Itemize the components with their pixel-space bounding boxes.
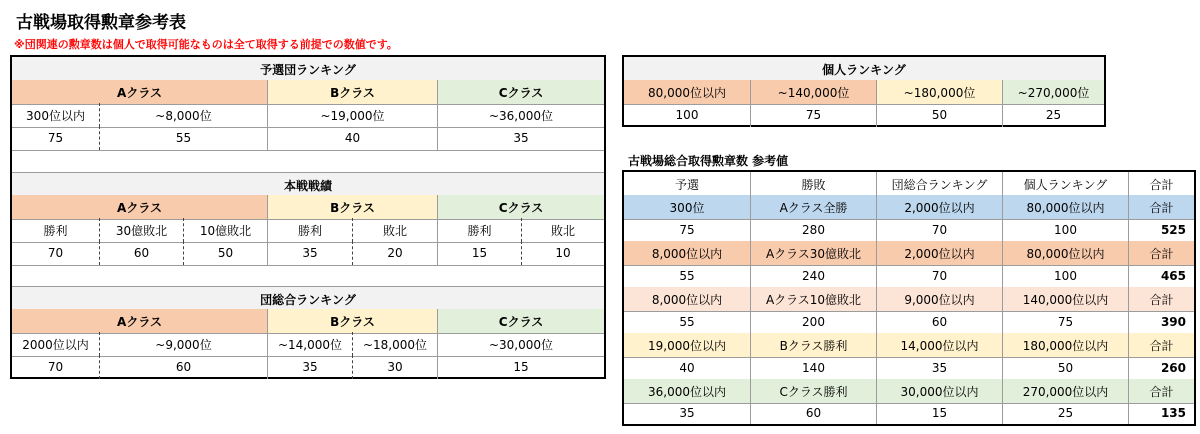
- honsen-result: 10億敗北: [183, 218, 267, 242]
- kojin-header: 個人ランキング: [822, 62, 906, 77]
- summary-label-row: [624, 241, 1194, 266]
- yosen-value: 35: [437, 126, 604, 150]
- summary-label: 30,000位以内: [876, 379, 1002, 403]
- summary-label-row: [624, 195, 1194, 220]
- yosen-rank: ~8,000位: [99, 103, 267, 127]
- summary-header: 予選: [674, 177, 699, 192]
- summary-title: 古戦場総合取得勲章数 参考値: [628, 154, 789, 168]
- kojin-rank-row: [624, 80, 1104, 105]
- summary-value: 35: [876, 356, 1002, 380]
- dansogo-value: 35: [267, 355, 352, 379]
- summary-label: 合計: [1128, 195, 1194, 219]
- summary-value: 200: [750, 310, 876, 334]
- yosen-value: 75: [47, 131, 64, 145]
- summary-label: 19,000位以内: [648, 338, 726, 353]
- honsen-result: 勝利: [437, 218, 521, 242]
- kojin-value: 50: [876, 103, 1002, 127]
- summary-label: 300位: [669, 200, 705, 215]
- yosen-value: 40: [267, 126, 437, 150]
- summary-label: 8,000位以内: [651, 292, 723, 307]
- yosen-rank: ~36,000位: [437, 103, 604, 127]
- dansogo-value: 60: [99, 355, 267, 379]
- honsen-value: 10: [521, 241, 604, 265]
- kojin-rank: ~270,000位: [1002, 80, 1104, 104]
- yosen-rank-row: [12, 103, 604, 128]
- yosen-value-row: [12, 126, 604, 151]
- dansogo-class-b: Bクラス: [267, 309, 437, 333]
- summary-label-row: [624, 379, 1194, 404]
- summary-total: 260: [1128, 356, 1194, 380]
- yosen-header-row: [12, 57, 604, 82]
- yosen-class-a: Aクラス: [12, 80, 267, 104]
- summary-label: Aクラス全勝: [750, 195, 876, 219]
- summary-value: 55: [679, 269, 695, 283]
- summary-value: 75: [1002, 310, 1128, 334]
- dansogo-class-a: Aクラス: [12, 309, 267, 333]
- summary-value: 60: [876, 310, 1002, 334]
- summary-value: 25: [1002, 402, 1128, 424]
- summary-total: 390: [1128, 310, 1194, 334]
- dansogo-rank: ~9,000位: [99, 332, 267, 356]
- summary-total: 465: [1128, 264, 1194, 288]
- summary-label: 80,000位以内: [1002, 241, 1128, 265]
- note-text: ※団関連の勲章数は個人で取得可能なものは全て取得する前提での数値です。: [14, 38, 398, 51]
- summary-value: 35: [679, 406, 695, 420]
- honsen-result: 勝利: [43, 223, 68, 238]
- dansogo-rank: ~14,000位: [267, 332, 352, 356]
- honsen-value: 70: [47, 246, 64, 260]
- honsen-value: 50: [183, 241, 267, 265]
- summary-label: 14,000位以内: [876, 333, 1002, 357]
- dansogo-value-row: [12, 355, 604, 379]
- summary-value: 240: [750, 264, 876, 288]
- honsen-result-row: [12, 218, 604, 243]
- summary-value-row: [624, 402, 1194, 424]
- kojin-value: 25: [1002, 103, 1104, 127]
- summary-label: 2,000位以内: [876, 195, 1002, 219]
- kojin-value-row: [624, 103, 1104, 127]
- dansogo-rank: 2000位以内: [22, 337, 89, 352]
- honsen-class-b: Bクラス: [267, 195, 437, 219]
- honsen-value: 60: [99, 241, 183, 265]
- honsen-value: 20: [352, 241, 437, 265]
- kojin-rank: 80,000位以内: [624, 80, 750, 104]
- summary-value-row: [624, 356, 1194, 381]
- dansogo-value: 70: [47, 360, 64, 374]
- summary-header: 勝敗: [750, 172, 876, 196]
- summary-label-row: [624, 287, 1194, 312]
- summary-label: 36,000位以内: [648, 384, 726, 399]
- summary-label: 合計: [1128, 333, 1194, 357]
- summary-value: 50: [1002, 356, 1128, 380]
- dansogo-rank-row: [12, 332, 604, 357]
- summary-label-row: [624, 333, 1194, 358]
- summary-label: 2,000位以内: [876, 241, 1002, 265]
- kojin-rank: ~180,000位: [876, 80, 1002, 104]
- honsen-result: 敗北: [352, 218, 437, 242]
- summary-label: 合計: [1128, 287, 1194, 311]
- summary-label: Aクラス30億敗北: [750, 241, 876, 265]
- summary-label: Cクラス勝利: [750, 379, 876, 403]
- honsen-result: 30億敗北: [99, 218, 183, 242]
- dansogo-value: 15: [437, 355, 604, 379]
- summary-value-row: [624, 310, 1194, 335]
- honsen-class-c: Cクラス: [437, 195, 604, 219]
- honsen-result: 勝利: [267, 218, 352, 242]
- honsen-header: 本戦戦績: [283, 178, 332, 193]
- yosen-class-c: Cクラス: [437, 80, 604, 104]
- yosen-header: 予選団ランキング: [260, 62, 356, 77]
- summary-total: 525: [1128, 218, 1194, 242]
- yosen-rank: ~19,000位: [267, 103, 437, 127]
- summary-label: Bクラス勝利: [750, 333, 876, 357]
- honsen-class-row: [12, 195, 604, 220]
- honsen-value: 15: [437, 241, 521, 265]
- summary-value: 100: [1002, 218, 1128, 242]
- summary-value-row: [624, 218, 1194, 243]
- honsen-value: 35: [267, 241, 352, 265]
- summary-label: 180,000位以内: [1002, 333, 1128, 357]
- honsen-value-row: [12, 241, 604, 266]
- summary-value: 60: [750, 402, 876, 424]
- summary-total: 135: [1128, 402, 1194, 424]
- summary-header: 個人ランキング: [1002, 172, 1128, 196]
- summary-value: 100: [1002, 264, 1128, 288]
- dansogo-rank: ~30,000位: [437, 332, 604, 356]
- dansogo-header: 団総合ランキング: [260, 292, 356, 307]
- yosen-class-row: [12, 80, 604, 105]
- summary-value: 140: [750, 356, 876, 380]
- summary-label: 270,000位以内: [1002, 379, 1128, 403]
- summary-value: 70: [876, 218, 1002, 242]
- kojin-box: [622, 55, 1106, 127]
- summary-label: Aクラス10億敗北: [750, 287, 876, 311]
- summary-label: 合計: [1128, 379, 1194, 403]
- left-tables-box: [10, 55, 606, 379]
- summary-label: 合計: [1128, 241, 1194, 265]
- summary-value: 55: [679, 315, 695, 329]
- summary-value: 40: [679, 361, 695, 375]
- summary-header: 合計: [1128, 172, 1194, 196]
- summary-header-row: [624, 172, 1194, 197]
- honsen-class-a: Aクラス: [12, 195, 267, 219]
- summary-value: 280: [750, 218, 876, 242]
- dansogo-class-row: [12, 309, 604, 334]
- dansogo-rank: ~18,000位: [352, 332, 437, 356]
- kojin-rank: ~140,000位: [750, 80, 876, 104]
- summary-label: 80,000位以内: [1002, 195, 1128, 219]
- summary-label: 8,000位以内: [651, 246, 723, 261]
- kojin-value: 75: [750, 103, 876, 127]
- page-title: 古戦場取得勲章参考表: [16, 13, 186, 33]
- dansogo-class-c: Cクラス: [437, 309, 604, 333]
- honsen-result: 敗北: [521, 218, 604, 242]
- summary-label: 9,000位以内: [876, 287, 1002, 311]
- summary-value-row: [624, 264, 1194, 289]
- yosen-value: 55: [99, 126, 267, 150]
- summary-value: 15: [876, 402, 1002, 424]
- yosen-rank: 300位以内: [26, 108, 85, 123]
- summary-label: 140,000位以内: [1002, 287, 1128, 311]
- summary-value: 70: [876, 264, 1002, 288]
- summary-value: 75: [679, 223, 695, 237]
- kojin-value: 100: [675, 108, 699, 122]
- dansogo-value: 30: [352, 355, 437, 379]
- summary-header: 団総合ランキング: [876, 172, 1002, 196]
- kojin-header-row: [624, 57, 1104, 82]
- yosen-class-b: Bクラス: [267, 80, 437, 104]
- summary-box: [622, 170, 1196, 426]
